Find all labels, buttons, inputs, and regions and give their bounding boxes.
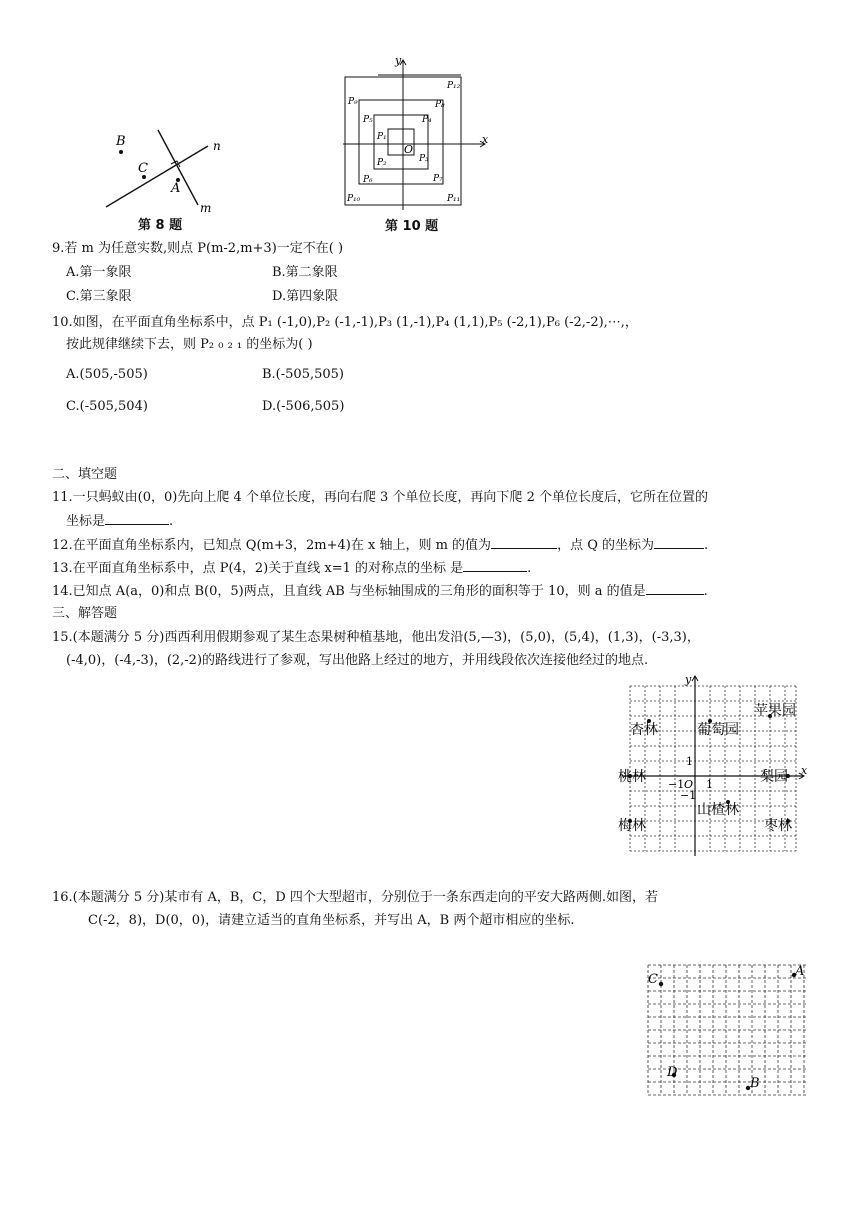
- label-m: m: [200, 201, 212, 215]
- q15-line2: (-4,0)，(-4,-3)，(2,-2)的路线进行了参观，写出他路上经过的地方，并用线段依次连接他经过的地点.: [66, 653, 649, 668]
- label-C: C: [648, 972, 658, 987]
- figure-15-map: [618, 674, 808, 856]
- figure-8-diagram: [100, 125, 240, 215]
- figure-16-map: [644, 960, 814, 1102]
- figure-10-caption: 第 10 题: [385, 219, 439, 234]
- place-apple-orchard: 苹果园: [754, 703, 796, 719]
- q11-line1: 11.一只蚂蚁由(0，0)先向上爬 4 个单位长度，再向右爬 3 个单位长度，再向下爬 2 个单位长度后，它所在位置的: [52, 490, 708, 505]
- q13: 13.在平面直角坐标系中，点 P(4，2)关于直线 x=1 的对称点的坐标 是 .: [52, 561, 532, 576]
- q13-answer-blank[interactable]: [463, 559, 527, 572]
- place-hawthorn-grove: 山楂林: [697, 802, 739, 818]
- q12-answer-blank-q[interactable]: [654, 536, 704, 549]
- place-apricot-grove: 杏林: [630, 722, 658, 738]
- place-peach-grove: 桃林: [618, 769, 646, 785]
- label-A: A: [171, 181, 181, 196]
- label-B: B: [750, 1076, 760, 1091]
- section-3-heading: 三、解答题: [52, 606, 118, 621]
- place-plum-grove: 梅林: [618, 818, 646, 834]
- label-P4: P₄: [422, 115, 432, 125]
- label-P6: P₆: [363, 175, 373, 185]
- label-P1: P₁: [377, 132, 387, 142]
- place-jujube-grove: 枣林: [764, 818, 792, 834]
- tick-x-1: 1: [706, 778, 713, 791]
- origin-label: O: [404, 143, 414, 156]
- q11-answer-blank[interactable]: [105, 512, 169, 525]
- figure-10-diagram: [335, 55, 500, 213]
- label-P11: P₁₁: [447, 194, 461, 204]
- label-P3: P₃: [419, 154, 429, 164]
- figure-16-grid: [644, 960, 814, 1102]
- q12: 12.在平面直角坐标系内，已知点 Q(m+3，2m+4)在 x 轴上，则 m 的值为 ，点 Q 的坐标为 .: [52, 538, 709, 553]
- q15-line1: 15.(本题满分 5 分)西西利用假期参观了某生态果树种植基地，他出发沿(5,—3)，(5,0)，(5,4)，(1,3)，(-3,3)，: [52, 630, 700, 645]
- figure-10: [335, 55, 500, 235]
- figure-15-grid: [618, 674, 808, 856]
- q9-stem: 9.若 m 为任意实数,则点 P(m-2,m+3)一定不在( ): [52, 241, 344, 256]
- label-D: D: [667, 1065, 678, 1080]
- tick-x-neg1: −1: [668, 778, 685, 791]
- q10-option-d: D.(-506,505): [262, 399, 345, 414]
- q9-option-d: D.第四象限: [272, 289, 339, 304]
- axis-y-label: y: [395, 55, 402, 67]
- q10-option-a: A.(505,-505): [66, 367, 148, 382]
- label-P9: P₉: [348, 97, 358, 107]
- label-A: A: [795, 964, 805, 979]
- q10-stem-line2: 按此规律继续下去，则 P₂ ₀ ₂ ₁ 的坐标为( ): [66, 337, 313, 352]
- q14-answer-blank[interactable]: [646, 582, 704, 595]
- label-C: C: [138, 161, 148, 176]
- q10-option-b: B.(-505,505): [262, 367, 344, 382]
- axis-x-label: x: [482, 133, 489, 146]
- q16-line2: C(-2，8)，D(0，0)，请建立适当的直角坐标系，并写出 A，B 两个超市相应的坐标.: [88, 913, 575, 928]
- tick-y-neg1: −1: [680, 789, 697, 802]
- origin-label: O: [684, 778, 694, 791]
- axis-x-label: x: [801, 764, 808, 777]
- figure-8-caption: 第 8 题: [138, 218, 183, 233]
- place-vineyard: 葡萄园: [697, 722, 739, 738]
- figure-8: [100, 125, 240, 235]
- q9-option-a: A.第一象限: [66, 265, 132, 280]
- q11-line2: 坐标是 .: [66, 514, 174, 529]
- axis-y-label: y: [685, 674, 692, 686]
- label-P10: P₁₀: [347, 194, 361, 204]
- q16-line1: 16.(本题满分 5 分)某市有 A，B，C，D 四个大型超市，分别位于一条东西走向的平安大路两侧.如图，若: [52, 890, 659, 905]
- label-n: n: [213, 139, 221, 153]
- q9-option-b: B.第二象限: [272, 265, 338, 280]
- label-P7: P₇: [433, 174, 443, 184]
- label-P8: P₈: [435, 100, 445, 110]
- q14: 14.已知点 A(a，0)和点 B(0，5)两点，且直线 AB 与坐标轴围成的三角形的面积等于 10，则 a 的值是 .: [52, 584, 708, 599]
- q10-option-c: C.(-505,504): [66, 399, 148, 414]
- q10-stem-line1: 10.如图，在平面直角坐标系中，点 P₁ (-1,0),P₂ (-1,-1),P₃ (1,-1),P₄ (1,1),P₅ (-2,1),P₆ (-2,-2),⋯,，: [52, 315, 638, 330]
- tick-y-1: 1: [686, 755, 693, 768]
- q9-option-c: C.第三象限: [66, 289, 132, 304]
- q12-answer-blank-m[interactable]: [491, 536, 557, 549]
- label-B: B: [116, 134, 126, 149]
- section-2-heading: 二、填空题: [52, 467, 118, 482]
- label-P12: P₁₂: [447, 81, 461, 91]
- place-pear-orchard: 梨园: [760, 769, 788, 785]
- label-P5: P₅: [363, 115, 373, 125]
- label-P2: P₂: [377, 158, 387, 168]
